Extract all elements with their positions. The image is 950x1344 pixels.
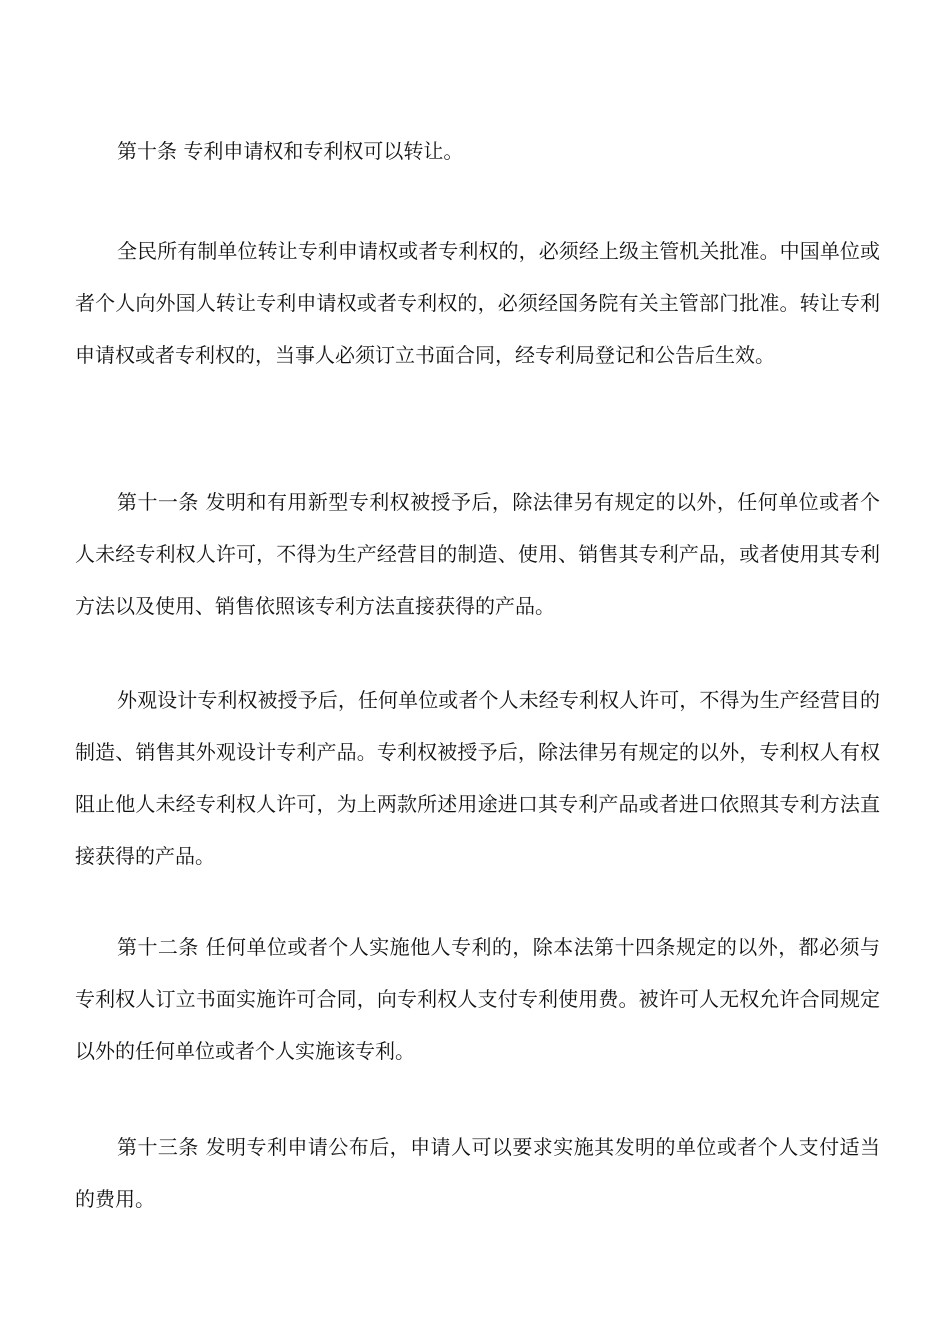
article-11-paragraph: 第十一条 发明和有用新型专利权被授予后，除法律另有规定的以外，任何单位或者个人未经专利权人许可，不得为生产经营目的制造、使用、销售其专利产品，或者使用其专利方法以及使用、销售依照该专利方法直接获得的产品。 (75, 490, 880, 618)
article-11-design-patent-paragraph: 外观设计专利权被授予后，任何单位或者个人未经专利权人许可，不得为生产经营目的制造、销售其外观设计专利产品。专利权被授予后，除法律另有规定的以外，专利权人有权阻止他人未经专利权人许可，为上两款所述用途进口其专利产品或者进口依照其专利方法直接获得的产品。 (75, 688, 880, 868)
article-13-paragraph: 第十三条 发明专利申请公布后，申请人可以要求实施其发明的单位或者个人支付适当的费用。 (75, 1135, 880, 1211)
article-12-paragraph: 第十二条 任何单位或者个人实施他人专利的，除本法第十四条规定的以外，都必须与专利权人订立书面实施许可合同，向专利权人支付专利使用费。被许可人无权允许合同规定以外的任何单位或者个人实施该专利。 (75, 935, 880, 1063)
article-10-paragraph: 第十条 专利申请权和专利权可以转让。 (117, 139, 464, 163)
article-10-transfer-approval-paragraph: 全民所有制单位转让专利申请权或者专利权的，必须经上级主管机关批准。中国单位或者个人向外国人转让专利申请权或者专利权的，必须经国务院有关主管部门批准。转让专利申请权或者专利权的，当事人必须订立书面合同，经专利局登记和公告后生效。 (75, 239, 880, 367)
